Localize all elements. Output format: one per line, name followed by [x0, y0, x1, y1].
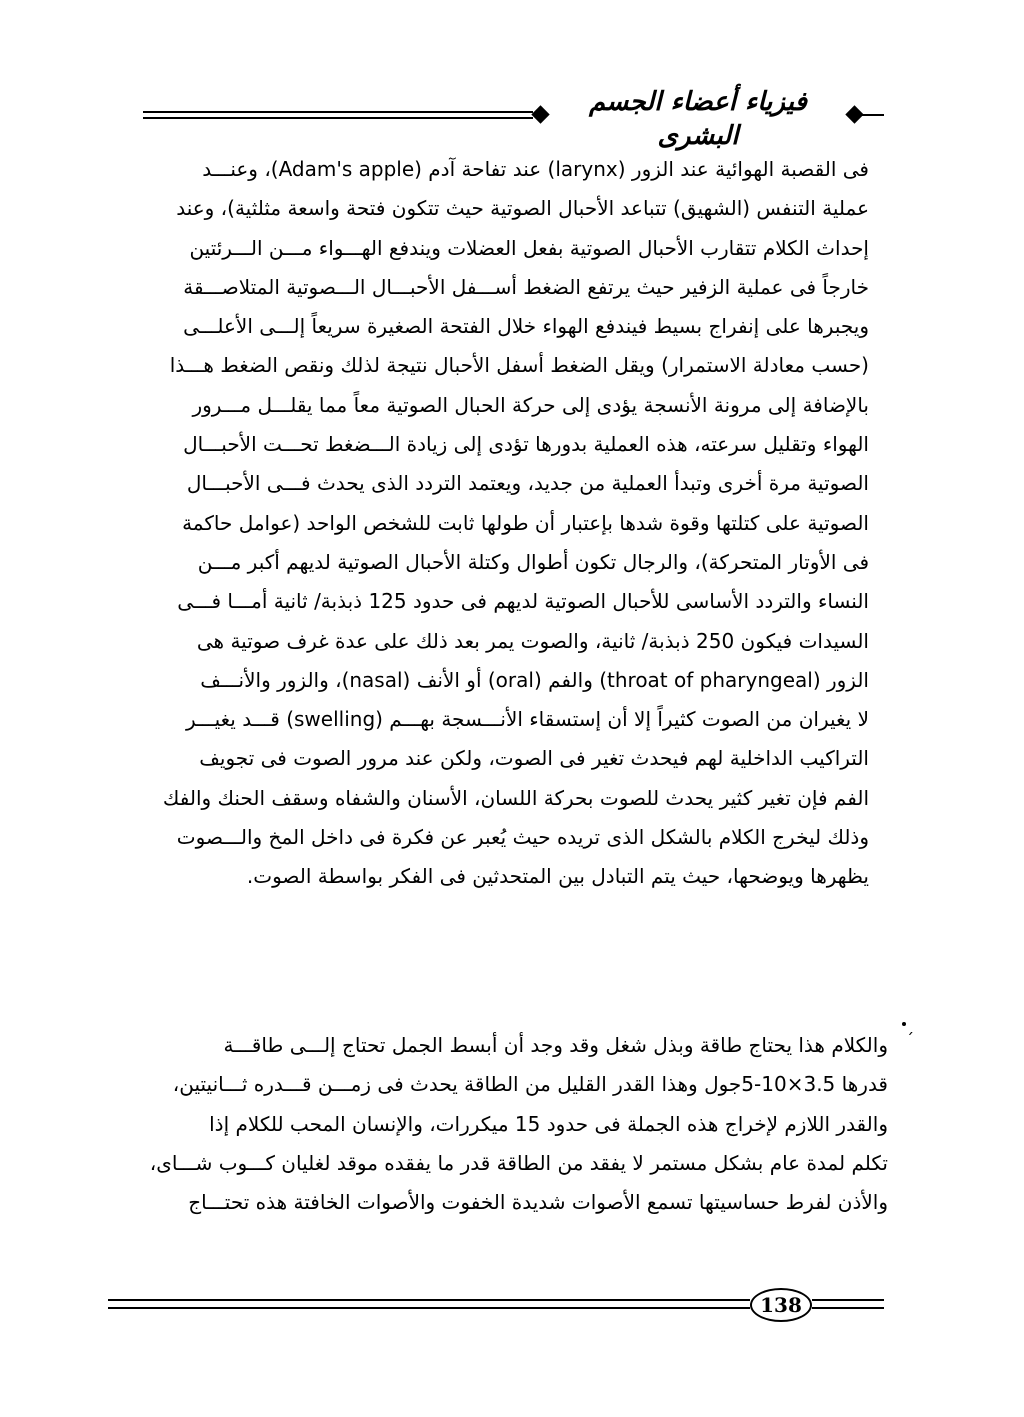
page-number: 138	[750, 1288, 812, 1322]
text-line: قدرها 3.5×10-5جول وهذا القدر القليل من الطاقة يحدث فى زمـــن قـــدره ثـــانيتين،	[172, 1072, 888, 1097]
text-line: الزور (throat of pharyngeal) والفم (oral) أو الأنف (nasal)، والزور والأنـــف	[200, 667, 869, 692]
text-line: السيدات فيكون 250 ذبذبة/ ثانية، والصوت يمر بعد ذلك على عدة غرف صوتية هى	[196, 628, 869, 653]
text-line: لا يغيران من الصوت كثيراً إلا أن إستسقاء الأنـــسجة بهـــم (swelling) قـــد يغيـــر	[185, 707, 869, 732]
footer-rule-right-top	[812, 1299, 884, 1301]
text-line: والأذن لفرط حساسيتها تسمع الأصوات شديدة الخفوت والأصوات الخافتة هذه تحتـــاج	[188, 1190, 888, 1215]
text-line: عملية التنفس (الشهيق) تتباعد الأحبال الصوتية حيث تتكون فتحة واسعة مثلثية)، وعند	[176, 196, 869, 221]
text-line: إحداث الكلام تتقارب الأحبال الصوتية بفعل العضلات ويندفع الهـــواء مـــن الـــرئتين	[189, 235, 869, 260]
footer-rule-left-top	[108, 1299, 750, 1301]
text-line: وذلك ليخرج الكلام بالشكل الذى تريده حيث يُعبر عن فكرة فى داخل المخ والـــصوت	[176, 825, 869, 850]
text-line: ويجبرها على إنفراج بسيط فيندفع الهواء خلال الفتحة الصغيرة سريعاً إلـــى الأعلـــى	[183, 314, 869, 339]
header-diamond-left	[531, 105, 549, 123]
header-title: فيزياء أعضاء الجسم البشرى	[589, 87, 807, 151]
text-line: الفم فإن تغير كثير يحدث للصوت بحركة اللسان، الأسنان والشفاه وسقف الحنك والفك	[162, 785, 869, 810]
header-rule-right	[862, 114, 884, 116]
paragraph-2	[108, 1026, 888, 1222]
running-header	[0, 75, 1024, 151]
stray-dot	[902, 1022, 906, 1026]
text-line: الهواء وتقليل سرعته، هذه العملية بدورها تؤدى إلى زيادة الـــضغط تحـــت الأحبـــال	[183, 432, 869, 457]
text-line: فى الأوتار المتحركة)، والرجال تكون أطوال وكتلة الأحبال الصوتية لديهم أكبر مـــن	[197, 549, 869, 574]
header-diamond-right	[845, 105, 863, 123]
text-line: التراكيب الداخلية لهم فيحدث تغير فى الصوت، ولكن عند مرور الصوت فى تجويف	[199, 746, 869, 771]
footer-rule-right-bottom	[812, 1307, 884, 1309]
text-line: فى القصبة الهوائية عند الزور (larynx) عند تفاحة آدم (Adam's apple)، وعنـــد	[202, 157, 869, 181]
text-line: يظهرها ويوضحها، حيث يتم التبادل بين المتحدثين فى الفكر بواسطة الصوت.	[246, 864, 869, 889]
header-rule-left-bottom	[143, 117, 533, 119]
text-line: خارجاً فى عملية الزفير حيث يرتفع الضغط أســـفل الأحبـــال الـــصوتية المتلاصـــقة	[183, 274, 869, 299]
text-line: الصوتية على كتلتها وقوة شدها بإعتبار أن طولها ثابت للشخص الواحد (عوامل حاكمة	[182, 510, 869, 535]
text-line: والقدر اللازم لإخراج هذه الجملة فى حدود 15 ميكررات، والإنسان المحب للكلام إذا	[209, 1111, 888, 1136]
text-line: تكلم لمدة عام بشكل مستمر لا يفقد من الطاقة قدر ما يفقده موقد لغليان كـــوب شـــاى،	[149, 1150, 888, 1175]
text-line: الصوتية مرة أخرى وتبدأ العملية من جديد، ويعتمد التردد الذى يحدث فـــى الأحبـــال	[186, 471, 869, 496]
page-footer	[0, 1270, 1024, 1350]
header-rule-left-top	[143, 111, 533, 113]
paragraph-1	[134, 150, 869, 897]
text-line: النساء والتردد الأساسى للأحبال الصوتية لديهم فى حدود 125 ذبذبة/ ثانية أمـــا فـــى	[177, 589, 869, 614]
text-line: بالإضافة إلى مرونة الأنسجة يؤدى إلى حركة الحبال الصوتية معاً مما يقلـــل مـــرور	[192, 392, 869, 417]
text-line: (حسب معادلة الاستمرار) ويقل الضغط أسفل الأحبال نتيجة لذلك ونقص الضغط هـــذا	[169, 353, 869, 378]
stray-mark: ˊ	[906, 1030, 914, 1049]
footer-rule-left-bottom	[108, 1307, 750, 1309]
text-line: والكلام هذا يحتاج طاقة وبذل شغل وقد وجد أن أبسط الجمل تحتاج إلـــى طاقـــة	[223, 1033, 888, 1057]
